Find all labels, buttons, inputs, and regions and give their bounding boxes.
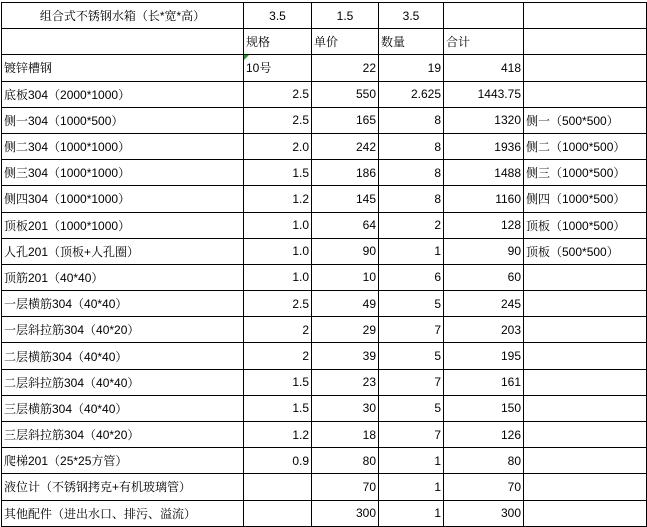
cell[interactable]: 1.2: [244, 186, 312, 212]
cell[interactable]: 1.5: [312, 3, 379, 29]
cell[interactable]: 6: [379, 264, 444, 290]
cell[interactable]: 418: [444, 55, 524, 81]
cell[interactable]: 1.0: [244, 238, 312, 264]
cell[interactable]: 39: [312, 343, 379, 369]
table-row: [2, 422, 647, 448]
cell[interactable]: 203: [444, 317, 524, 343]
cell[interactable]: 5: [379, 395, 444, 421]
cell[interactable]: 2: [244, 343, 312, 369]
cell[interactable]: 1.2: [244, 422, 312, 448]
table-row: [2, 212, 647, 238]
cell[interactable]: 22: [312, 55, 379, 81]
cell[interactable]: [524, 474, 647, 500]
cell[interactable]: 一层斜拉筋304（40*20）: [2, 317, 244, 343]
table-row: [2, 474, 647, 500]
table-row: [2, 264, 647, 290]
cell[interactable]: 1.0: [244, 212, 312, 238]
cell[interactable]: [524, 448, 647, 474]
cell[interactable]: 7: [379, 317, 444, 343]
cell[interactable]: 1.0: [244, 264, 312, 290]
cell[interactable]: 2: [379, 212, 444, 238]
table-row: [2, 55, 647, 81]
cell[interactable]: [244, 474, 312, 500]
table-row: [2, 343, 647, 369]
cell[interactable]: 8: [379, 186, 444, 212]
cell[interactable]: 底板304（2000*1000）: [2, 81, 244, 107]
cell[interactable]: 二层斜拉筋304（40*40）: [2, 369, 244, 395]
cell[interactable]: 2.5: [244, 81, 312, 107]
cell[interactable]: 10: [312, 264, 379, 290]
cell[interactable]: 186: [312, 160, 379, 186]
cell[interactable]: [524, 369, 647, 395]
cell[interactable]: 1: [379, 500, 444, 526]
cell[interactable]: 161: [444, 369, 524, 395]
cell[interactable]: 2.5: [244, 291, 312, 317]
cell[interactable]: 8: [379, 160, 444, 186]
cell[interactable]: 侧一（500*500）: [524, 107, 647, 133]
cell[interactable]: 1160: [444, 186, 524, 212]
cell[interactable]: 150: [444, 395, 524, 421]
cell[interactable]: 23: [312, 369, 379, 395]
cell[interactable]: 64: [312, 212, 379, 238]
cell[interactable]: 29: [312, 317, 379, 343]
cell[interactable]: [524, 343, 647, 369]
cell[interactable]: 2.0: [244, 133, 312, 159]
table-row: [2, 369, 647, 395]
cell[interactable]: 侧二304（1000*1000）: [2, 133, 244, 159]
cell[interactable]: 8: [379, 107, 444, 133]
cell[interactable]: 550: [312, 81, 379, 107]
cell[interactable]: [444, 3, 524, 29]
cell[interactable]: 300: [444, 500, 524, 526]
cell[interactable]: 19: [379, 55, 444, 81]
cell[interactable]: 128: [444, 212, 524, 238]
cell[interactable]: 侧四304（1000*1000）: [2, 186, 244, 212]
cell[interactable]: [524, 29, 647, 55]
table-row: [2, 107, 647, 133]
cell[interactable]: 49: [312, 291, 379, 317]
cell[interactable]: 0.9: [244, 448, 312, 474]
cell[interactable]: 3.5: [244, 3, 312, 29]
cell[interactable]: 165: [312, 107, 379, 133]
table-row: [2, 160, 647, 186]
table-row: [2, 3, 647, 29]
column-header-cell[interactable]: 合计: [444, 29, 524, 55]
cell[interactable]: 2.5: [244, 107, 312, 133]
cell[interactable]: 液位计（不锈钢拷克+有机玻璃管）: [2, 474, 244, 500]
cell[interactable]: 8: [379, 133, 444, 159]
cell[interactable]: 145: [312, 186, 379, 212]
cell[interactable]: 爬梯201（25*25方管）: [2, 448, 244, 474]
cell[interactable]: 1: [379, 448, 444, 474]
cell[interactable]: 80: [444, 448, 524, 474]
cell[interactable]: 90: [312, 238, 379, 264]
cell[interactable]: [524, 291, 647, 317]
table-row: [2, 395, 647, 421]
cell[interactable]: 60: [444, 264, 524, 290]
column-header-cell[interactable]: 单价: [312, 29, 379, 55]
cell[interactable]: 195: [444, 343, 524, 369]
cell[interactable]: [524, 422, 647, 448]
cell[interactable]: 300: [312, 500, 379, 526]
cell[interactable]: 5: [379, 343, 444, 369]
cell[interactable]: 顶板（1000*500）: [524, 212, 647, 238]
cell[interactable]: 1320: [444, 107, 524, 133]
cell[interactable]: 侧四（1000*500）: [524, 186, 647, 212]
cell[interactable]: [2, 29, 244, 55]
cell[interactable]: 人孔201（顶板+人孔圈）: [2, 238, 244, 264]
column-header-cell[interactable]: 数量: [379, 29, 444, 55]
cell-with-note-triangle[interactable]: 10号: [244, 55, 312, 81]
cell[interactable]: [524, 395, 647, 421]
cell[interactable]: 2.625: [379, 81, 444, 107]
cell[interactable]: 1: [379, 238, 444, 264]
cell[interactable]: 30: [312, 395, 379, 421]
cell[interactable]: 1488: [444, 160, 524, 186]
cell[interactable]: 3.5: [379, 3, 444, 29]
table-row: [2, 81, 647, 107]
cell[interactable]: 三层斜拉筋304（40*20）: [2, 422, 244, 448]
table-row: [2, 133, 647, 159]
cell[interactable]: 侧一304（1000*500）: [2, 107, 244, 133]
cell[interactable]: 镀锌槽钢: [2, 55, 244, 81]
cell[interactable]: 1.5: [244, 160, 312, 186]
table-row: [2, 186, 647, 212]
cell[interactable]: [524, 3, 647, 29]
cell[interactable]: 1443.75: [444, 81, 524, 107]
cell[interactable]: 顶筋201（40*40）: [2, 264, 244, 290]
cell[interactable]: 242: [312, 133, 379, 159]
cell[interactable]: 二层横筋304（40*40）: [2, 343, 244, 369]
table-title-cell[interactable]: 组合式不锈钢水箱（长*宽*高）: [2, 3, 244, 29]
cell[interactable]: 三层横筋304（40*40）: [2, 395, 244, 421]
cell[interactable]: 80: [312, 448, 379, 474]
cell[interactable]: 侧二（1000*500）: [524, 133, 647, 159]
table-row: [2, 238, 647, 264]
cell[interactable]: 其他配件（进出水口、排污、溢流）: [2, 500, 244, 526]
cell[interactable]: 侧三304（1000*1000）: [2, 160, 244, 186]
cell[interactable]: 1.5: [244, 395, 312, 421]
column-header-cell[interactable]: 规格: [244, 29, 312, 55]
table-row: [2, 29, 647, 55]
table-row: [2, 291, 647, 317]
cell[interactable]: [524, 317, 647, 343]
cell[interactable]: [524, 264, 647, 290]
cell[interactable]: 2: [244, 317, 312, 343]
cell[interactable]: 245: [444, 291, 524, 317]
cell[interactable]: [524, 500, 647, 526]
cell[interactable]: 70: [444, 474, 524, 500]
cell[interactable]: 侧三（1000*500）: [524, 160, 647, 186]
cell[interactable]: 7: [379, 422, 444, 448]
table-row: [2, 317, 647, 343]
table-row: [2, 500, 647, 526]
cell[interactable]: 1936: [444, 133, 524, 159]
cell[interactable]: [244, 500, 312, 526]
cell[interactable]: 90: [444, 238, 524, 264]
cell[interactable]: 1.5: [244, 369, 312, 395]
cell[interactable]: 18: [312, 422, 379, 448]
cell[interactable]: [524, 81, 647, 107]
cell[interactable]: 一层横筋304（40*40）: [2, 291, 244, 317]
cell[interactable]: 1: [379, 474, 444, 500]
cell[interactable]: 5: [379, 291, 444, 317]
cell[interactable]: 7: [379, 369, 444, 395]
cell[interactable]: 126: [444, 422, 524, 448]
cell[interactable]: 顶板201（1000*1000）: [2, 212, 244, 238]
cell[interactable]: [524, 55, 647, 81]
cost-table: [1, 2, 647, 527]
cell[interactable]: 70: [312, 474, 379, 500]
spreadsheet-body: [2, 3, 647, 527]
table-row: [2, 448, 647, 474]
cell[interactable]: 顶板（500*500）: [524, 238, 647, 264]
